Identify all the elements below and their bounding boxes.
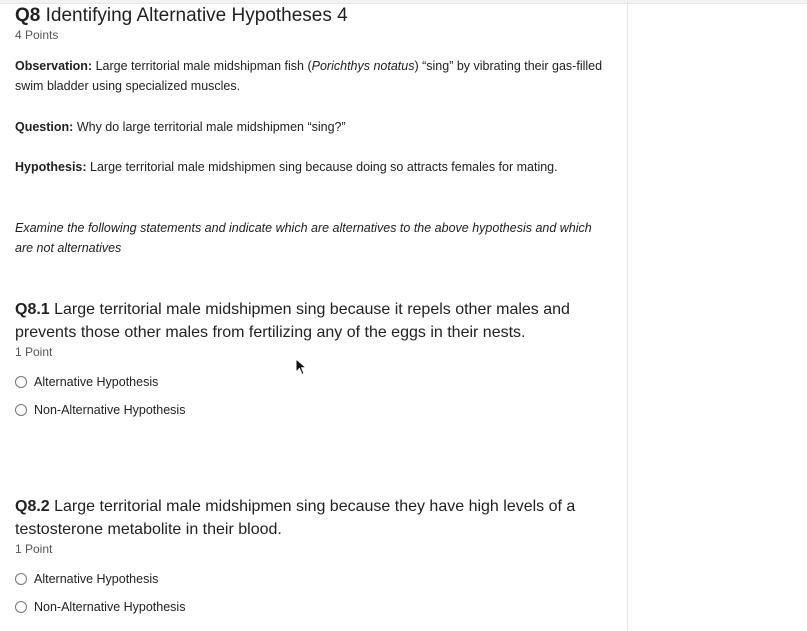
option-label: Alternative Hypothesis bbox=[34, 572, 159, 586]
instructions-paragraph: Examine the following statements and indicate which are alternatives to the above hypothesis and which are not alternatives bbox=[15, 221, 592, 255]
observation-paragraph bbox=[15, 56, 605, 96]
mouse-pointer-icon bbox=[295, 358, 307, 376]
subquestion-number: Q8.1 bbox=[15, 301, 50, 318]
hypothesis-text: Large territorial male midshipmen sing because doing so attracts females for mating. bbox=[86, 160, 558, 174]
subquestion-title-8-2 bbox=[15, 495, 615, 541]
subquestion-title-8-1 bbox=[15, 298, 615, 344]
radio-button[interactable] bbox=[15, 573, 27, 585]
hypothesis-label: Hypothesis: bbox=[15, 160, 87, 174]
q8-1-option-alternative[interactable] bbox=[15, 373, 158, 391]
observation-label: Observation: bbox=[15, 59, 93, 73]
question-label: Question: bbox=[15, 120, 74, 134]
observation-text-before: Large territorial male midshipman fish ( bbox=[92, 59, 312, 73]
option-label: Non-Alternative Hypothesis bbox=[34, 403, 186, 417]
option-label: Non-Alternative Hypothesis bbox=[34, 600, 186, 614]
option-label: Alternative Hypothesis bbox=[34, 375, 159, 389]
hypothesis-paragraph bbox=[15, 157, 605, 177]
radio-button[interactable] bbox=[15, 601, 27, 613]
question-number: Q8 bbox=[15, 5, 41, 26]
question-text: Why do large territorial male midshipmen “sing?” bbox=[73, 120, 346, 134]
radio-button[interactable] bbox=[15, 404, 27, 416]
q8-2-option-non-alternative[interactable] bbox=[15, 598, 185, 616]
subquestion-text: Large territorial male midshipmen sing because it repels other males and prevents those other males from fertilizing any of the eggs in their nests. bbox=[15, 301, 570, 341]
q8-2-option-alternative[interactable] bbox=[15, 570, 158, 588]
question-title bbox=[15, 5, 348, 27]
subquestion-points-8-2: 1 Point bbox=[15, 542, 53, 556]
subquestion-points-8-1: 1 Point bbox=[15, 345, 53, 359]
species-name: Porichthys notatus bbox=[311, 59, 415, 73]
question-points: 4 Points bbox=[15, 28, 59, 42]
subquestion-number: Q8.2 bbox=[15, 498, 50, 515]
subquestion-text: Large territorial male midshipmen sing because they have high levels of a testosterone metabolite in their blood. bbox=[15, 498, 576, 538]
right-side-panel bbox=[628, 4, 807, 631]
observation-text-after: ) “sing” by vibrating their gas-filled swim bladder using specialized muscles. bbox=[15, 59, 603, 93]
radio-button[interactable] bbox=[15, 376, 27, 388]
question-title-text: Identifying Alternative Hypotheses 4 bbox=[45, 5, 348, 26]
question-paragraph bbox=[15, 117, 605, 137]
q8-1-option-non-alternative[interactable] bbox=[15, 401, 185, 419]
